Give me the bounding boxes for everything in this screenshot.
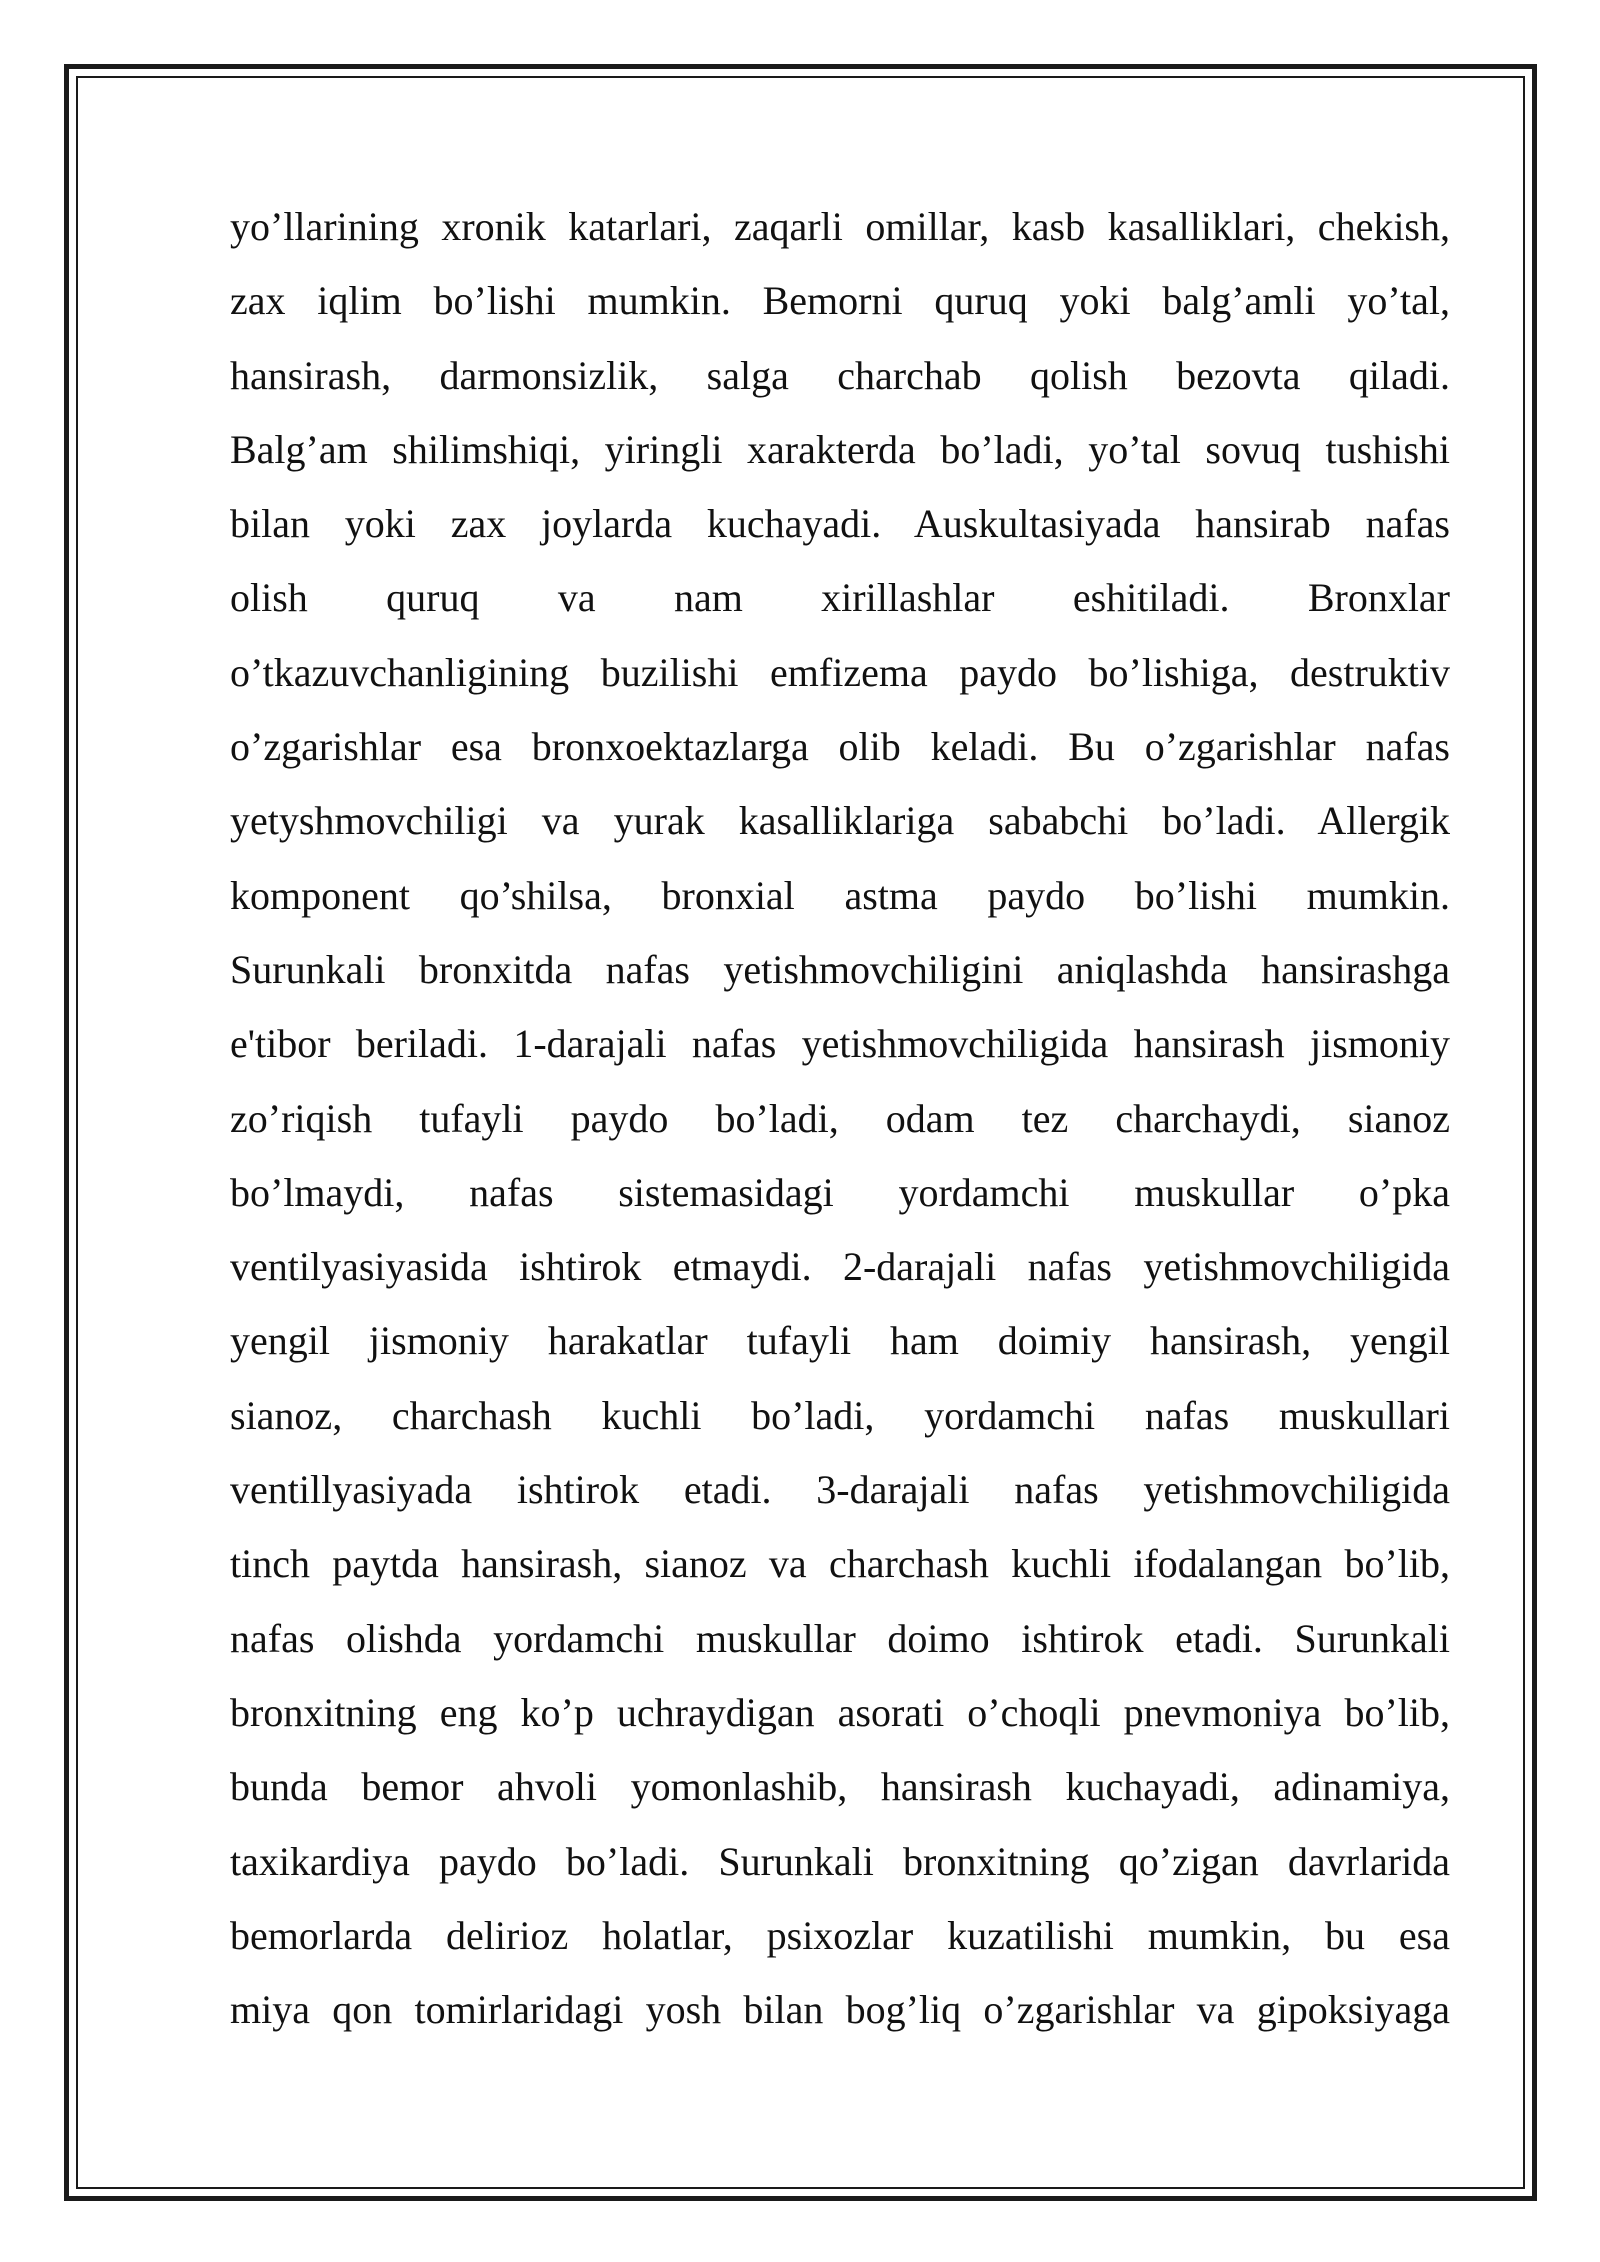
text-line: komponent qo’shilsa, bronxial astma paydo bo’lishi mumkin. [230,872,1450,918]
text-line: tinch paytda hansirash, sianoz va charchash kuchli ifodalangan bo’lib, [230,1541,1450,1587]
text-line: zax iqlim bo’lishi mumkin. Bemorni quruq yoki balg’amli yo’tal, [230,278,1450,324]
text-line: nafas olishda yordamchi muskullar doimo ishtirok etadi. Surunkali [230,1615,1450,1661]
text-line: hansirash, darmonsizlik, salga charchab qolish bezovta qiladi. [230,352,1450,398]
text-line: bronxitning eng ko’p uchraydigan asorati o’choqli pnevmoniya bo’lib, [230,1689,1450,1735]
text-line: taxikardiya paydo bo’ladi. Surunkali bronxitning qo’zigan davrlarida [230,1838,1450,1884]
text-line: sianoz, charchash kuchli bo’ladi, yordamchi nafas muskullari [230,1392,1450,1438]
text-line: yetyshmovchiligi va yurak kasalliklariga sababchi bo’ladi. Allergik [230,798,1450,844]
text-line: ventilyasiyasida ishtirok etmaydi. 2-darajali nafas yetishmovchiligida [230,1244,1450,1290]
text-line: bilan yoki zax joylarda kuchayadi. Auskultasiyada hansirab nafas [230,501,1450,547]
text-line: e'tibor beriladi. 1-darajali nafas yetishmovchiligida hansirash jismoniy [230,1021,1450,1067]
text-line: yo’llarining xronik katarlari, zaqarli omillar, kasb kasalliklari, chekish, [230,204,1450,249]
text-line: Surunkali bronxitda nafas yetishmovchiligini aniqlashda hansirashga [230,946,1450,992]
text-line: bemorlarda delirioz holatlar, psixozlar kuzatilishi mumkin, bu esa [230,1912,1450,1958]
text-line: Balg’am shilimshiqi, yiringli xarakterda bo’ladi, yo’tal sovuq tushishi [230,426,1450,472]
document-body [230,190,1450,2047]
text-line: o’zgarishlar esa bronxoektazlarga olib keladi. Bu o’zgarishlar nafas [230,724,1450,770]
text-line: miya qon tomirlaridagi yosh bilan bog’liq o’zgarishlar va gipoksiyaga [230,1987,1450,2033]
text-line: olish quruq va nam xirillashlar eshitiladi. Bronxlar [230,575,1450,621]
text-line: bo’lmaydi, nafas sistemasidagi yordamchi muskullar o’pka [230,1169,1450,1215]
text-line: bunda bemor ahvoli yomonlashib, hansirash kuchayadi, adinamiya, [230,1764,1450,1810]
text-line: ventillyasiyada ishtirok etadi. 3-darajali nafas yetishmovchiligida [230,1467,1450,1513]
text-line: zo’riqish tufayli paydo bo’ladi, odam tez charchaydi, sianoz [230,1095,1450,1141]
text-line: o’tkazuvchanligining buzilishi emfizema paydo bo’lishiga, destruktiv [230,649,1450,695]
text-line: yengil jismoniy harakatlar tufayli ham doimiy hansirash, yengil [230,1318,1450,1364]
